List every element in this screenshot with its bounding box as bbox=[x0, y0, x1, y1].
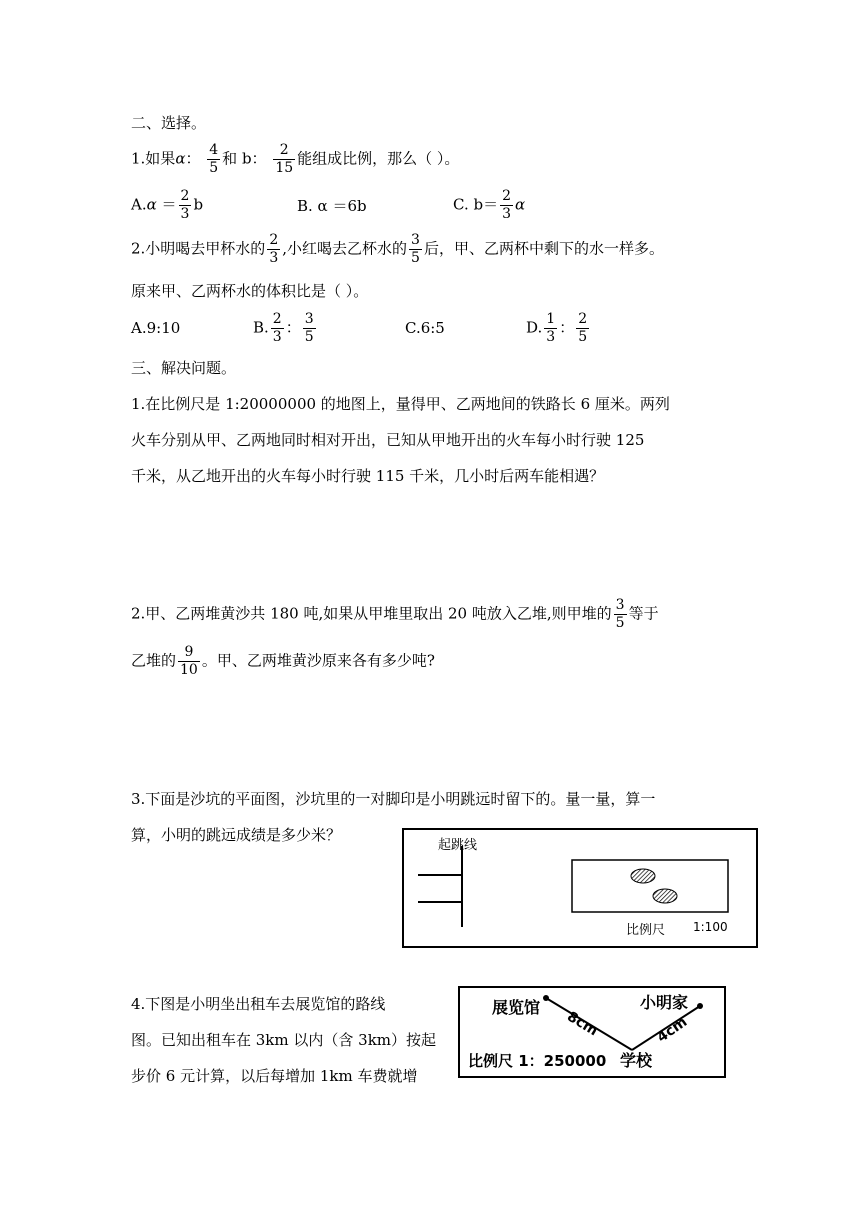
problem-3-line2: 算，小明的跳远成绩是多少米？ bbox=[131, 826, 342, 844]
q1-and-b: 和 b： bbox=[222, 149, 267, 168]
distance-4cm: 4cm bbox=[654, 1014, 691, 1046]
start-line-label: 起跳线 bbox=[438, 838, 478, 853]
distance-8cm: 8cm bbox=[564, 1008, 601, 1040]
fraction: $\frac{2}{3}$ bbox=[269, 232, 279, 266]
problem-1-line2: 火车分别从甲、乙两地同时相对开出，已知从甲地开出的火车每小时行驶 125 bbox=[131, 431, 645, 449]
question-2-2-line2: 原来甲、乙两杯水的体积比是（ ）。 bbox=[131, 282, 369, 300]
scale-value: 1:100 bbox=[693, 920, 728, 934]
problem-4-line1: 4.下图是小明坐出租车去展览馆的路线 bbox=[131, 995, 386, 1013]
problem-1-line1: 1.在比例尺是 1:20000000 的地图上，量得甲、乙两地间的铁路长 6 厘米。两列 bbox=[131, 395, 670, 413]
fraction: $\frac{4}{5}$ bbox=[209, 142, 219, 176]
question-2-1 bbox=[131, 142, 459, 177]
problem-4-line2: 图。已知出租车在 3km 以内（含 3km）按起 bbox=[131, 1031, 437, 1049]
q1-suffix: 能组成比例，那么（ ）。 bbox=[297, 149, 460, 168]
fraction: $\frac{2}{3}$ bbox=[502, 188, 512, 222]
question-2-2: 2.小明喝去甲杯水的 $\frac{2}{3}$ ,小红喝去乙杯水的 $\frac{3}{5}$ 后，甲、乙两杯中剩下的水一样多。 bbox=[131, 232, 664, 266]
sandpit-figure bbox=[402, 828, 758, 948]
fraction: $\frac{2}{3}$ bbox=[180, 188, 190, 222]
sandpit-rect bbox=[572, 860, 728, 912]
fraction: $\frac{2}{15}$ bbox=[275, 142, 294, 176]
section-title-choice: 二、选择。 bbox=[131, 114, 207, 132]
problem-4-line3: 步价 6 元计算，以后每增加 1km 车费就增 bbox=[131, 1067, 418, 1085]
school-label: 学校 bbox=[620, 1051, 653, 1070]
route-scale: 比例尺 1：250000 bbox=[468, 1052, 607, 1070]
problem-1-line3: 千米，从乙地开出的火车每小时行驶 115 千米，几小时后两车能相遇？ bbox=[131, 467, 605, 485]
question-2-1-option-a: A.α ＝ $\frac{2}{3}$ b bbox=[131, 188, 204, 222]
home-label: 小明家 bbox=[640, 993, 689, 1012]
alpha-symbol: α bbox=[175, 149, 186, 168]
q1-prefix: 1.如果 bbox=[131, 149, 176, 168]
footprint bbox=[653, 889, 677, 903]
question-2-2-option-c: C.6:5 bbox=[405, 319, 445, 337]
question-2-2-option-b: B. $\frac{2}{3}$ ： $\frac{3}{5}$ bbox=[253, 311, 314, 345]
problem-2-line1: 2.甲、乙两堆黄沙共 180 吨,如果从甲堆里取出 20 吨放入乙堆,则甲堆的 $\frac{3}{5}$ 等于 bbox=[131, 597, 659, 631]
footprint bbox=[631, 869, 655, 883]
problem-3-line1: 3.下面是沙坑的平面图，沙坑里的一对脚印是小明跳远时留下的。量一量，算一 bbox=[131, 790, 656, 808]
problem-2-line2: 乙堆的 $\frac{9}{10}$ 。甲、乙两堆黄沙原来各有多少吨? bbox=[131, 644, 435, 678]
exhibition-dot bbox=[543, 995, 549, 1001]
colon: ： bbox=[185, 149, 201, 168]
route-figure bbox=[458, 986, 726, 1078]
question-2-1-option-c: C. b＝ $\frac{2}{3}$ α bbox=[453, 188, 526, 222]
fraction: $\frac{3}{5}$ bbox=[411, 232, 420, 266]
question-2-1-option-b: B. α ＝6b bbox=[297, 197, 367, 215]
section-title-problems: 三、解决问题。 bbox=[131, 359, 237, 377]
exhibition-label: 展览馆 bbox=[492, 998, 541, 1017]
question-2-2-option-d: D. $\frac{1}{3}$ ： $\frac{2}{5}$ bbox=[526, 311, 588, 345]
fraction: $\frac{3}{5}$ bbox=[615, 597, 625, 631]
fraction: $\frac{9}{10}$ bbox=[180, 644, 198, 678]
scale-label: 比例尺 bbox=[626, 923, 666, 938]
question-2-2-option-a: A.9:10 bbox=[131, 319, 181, 337]
home-dot bbox=[697, 1003, 703, 1009]
